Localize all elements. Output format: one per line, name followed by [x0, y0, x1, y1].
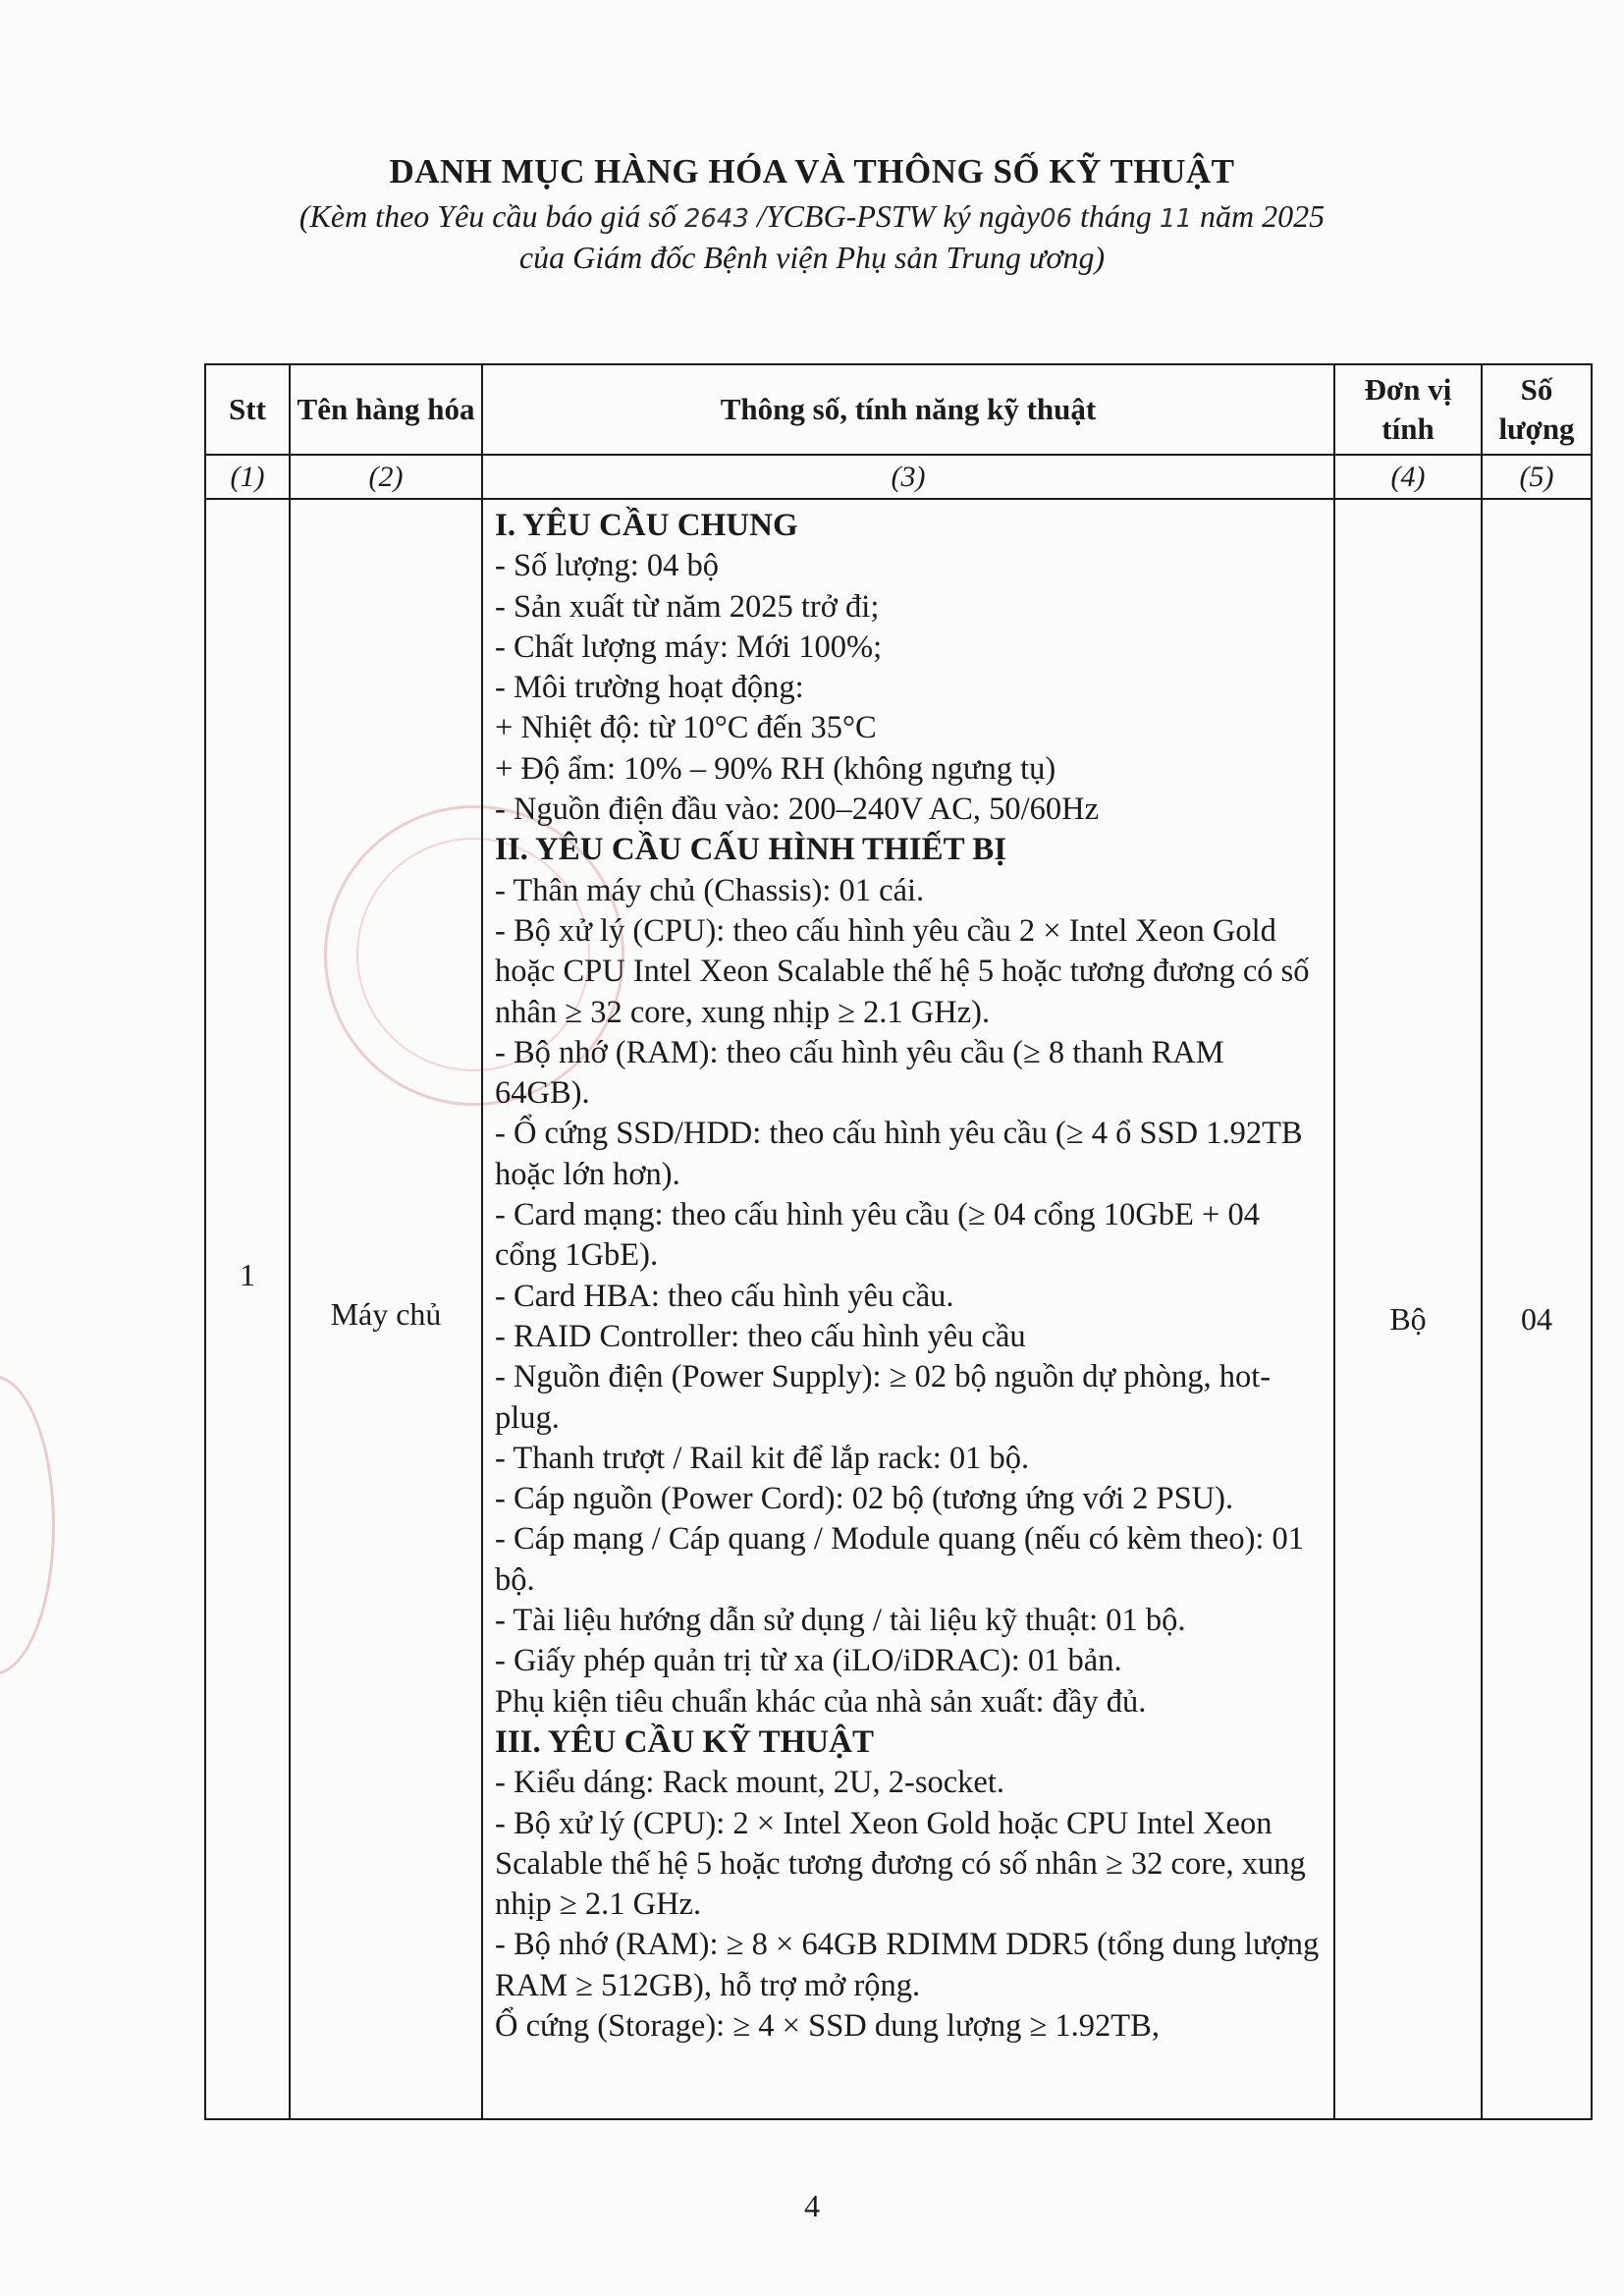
- header-name: Tên hàng hóa: [290, 364, 482, 455]
- column-number-row: [205, 455, 1592, 499]
- subtitle-month-label: tháng: [1080, 198, 1152, 234]
- row-name: Máy chủ: [290, 499, 482, 2119]
- handwritten-number: 2643: [683, 204, 749, 234]
- handwritten-month: 11: [1159, 204, 1193, 234]
- spec-cell: [482, 499, 1334, 2119]
- spec-item: - Bộ xử lý (CPU): 2 × Intel Xeon Gold hoặc CPU Intel Xeon Scalable thế hệ 5 hoặc tương đương có số nhân ≥ 32 core, xung nhịp ≥ 2.1 GHz.: [495, 1805, 1306, 1923]
- header-spec: Thông số, tính năng kỹ thuật: [482, 364, 1334, 455]
- document-subtitle-line1: [0, 198, 1624, 235]
- spec-section-heading: III. YÊU CẦU KỸ THUẬT: [495, 1723, 874, 1760]
- spec-item: + Độ ẩm: 10% – 90% RH (không ngưng tụ): [495, 750, 1056, 787]
- row-unit: Bộ: [1334, 499, 1482, 2119]
- spec-item: - Thân máy chủ (Chassis): 01 cái.: [495, 872, 925, 908]
- spec-item: - Nguồn điện đầu vào: 200–240V AC, 50/60Hz: [495, 792, 1100, 828]
- red-stamp-edge: [0, 1375, 55, 1675]
- document-subtitle-line2: của Giám đốc Bệnh viện Phụ sản Trung ương): [518, 240, 1106, 275]
- spec-item: Ổ cứng (Storage): ≥ 4 × SSD dung lượng ≥ 1.92TB,: [495, 2007, 1160, 2044]
- spec-item: - Card HBA: theo cấu hình yêu cầu.: [495, 1278, 954, 1314]
- subtitle-mid: /YCBG-PSTW ký ngày: [756, 198, 1040, 234]
- spec-item: - Ổ cứng SSD/HDD: theo cấu hình yêu cầu (≥ 4 ổ SSD 1.92TB hoặc lớn hơn).: [495, 1116, 1303, 1192]
- spec-item: - Thanh trượt / Rail kit để lắp rack: 01 bộ.: [495, 1440, 1030, 1476]
- spec-item: - Bộ nhớ (RAM): theo cấu hình yêu cầu (≥ 8 thanh RAM 64GB).: [495, 1034, 1224, 1112]
- spec-item: - Kiểu dáng: Rack mount, 2U, 2-socket.: [495, 1765, 1004, 1801]
- table-row: [205, 499, 1592, 2119]
- spec-item: - RAID Controller: theo cấu hình yêu cầu: [495, 1318, 1026, 1354]
- row-qty: 04: [1482, 499, 1592, 2119]
- spec-section-heading: I. YÊU CẦU CHUNG: [495, 508, 798, 543]
- goods-spec-table: [204, 363, 1593, 2120]
- header-stt: Stt: [205, 364, 290, 455]
- col-number: (5): [1482, 455, 1592, 499]
- spec-item: Phụ kiện tiêu chuẩn khác của nhà sản xuất: đầy đủ.: [495, 1683, 1147, 1720]
- spec-item: + Nhiệt độ: từ 10°C đến 35°C: [495, 710, 877, 746]
- handwritten-day: 06: [1039, 204, 1073, 234]
- col-number: (3): [482, 455, 1334, 499]
- spec-item: - Môi trường hoạt động:: [495, 670, 804, 706]
- col-number: (2): [290, 455, 482, 499]
- col-number: (1): [205, 455, 290, 499]
- spec-item: - Bộ xử lý (CPU): theo cấu hình yêu cầu 2 × Intel Xeon Gold hoặc CPU Intel Xeon Scalable thế hệ 5 hoặc tương đương có số nhân ≥ 32 core, xung nhịp ≥ 2.1 GHz).: [495, 912, 1310, 1030]
- spec-item: - Nguồn điện (Power Supply): ≥ 02 bộ nguồn dự phòng, hot-plug.: [495, 1359, 1272, 1436]
- spec-item: - Card mạng: theo cấu hình yêu cầu (≥ 04 cổng 10GbE + 04 cổng 1GbE).: [495, 1197, 1260, 1274]
- subtitle-year: năm 2025: [1200, 198, 1326, 234]
- spec-item: - Số lượng: 04 bộ: [495, 548, 720, 584]
- spec-item: - Bộ nhớ (RAM): ≥ 8 × 64GB RDIMM DDR5 (tổng dung lượng RAM ≥ 512GB), hỗ trợ mở rộng.: [495, 1927, 1320, 2003]
- spec-item: - Tài liệu hướng dẫn sử dụng / tài liệu kỹ thuật: 01 bộ.: [495, 1603, 1186, 1639]
- spec-list: [495, 506, 1322, 2047]
- spec-section-heading: II. YÊU CẦU CẤU HÌNH THIẾT BỊ: [495, 832, 1007, 868]
- spec-item: - Cáp nguồn (Power Cord): 02 bộ (tương ứng với 2 PSU).: [495, 1481, 1234, 1517]
- subtitle-prefix: (Kèm theo Yêu cầu báo giá số: [298, 198, 677, 234]
- document-title: DANH MỤC HÀNG HÓA VÀ THÔNG SỐ KỸ THUẬT: [389, 152, 1235, 191]
- col-number: (4): [1334, 455, 1482, 499]
- table-header-row: [205, 364, 1592, 455]
- spec-item: - Cáp mạng / Cáp quang / Module quang (nếu có kèm theo): 01 bộ.: [495, 1521, 1305, 1598]
- spec-item: - Chất lượng máy: Mới 100%;: [495, 629, 883, 665]
- page-number: 4: [804, 2188, 820, 2223]
- spec-item: - Giấy phép quản trị từ xa (iLO/iDRAC): 01 bản.: [495, 1643, 1122, 1679]
- header-qty: Số lượng: [1482, 364, 1592, 455]
- header-unit: Đơn vị tính: [1334, 364, 1482, 455]
- row-stt: 1: [205, 499, 290, 2119]
- spec-item: - Sản xuất từ năm 2025 trở đi;: [495, 588, 880, 625]
